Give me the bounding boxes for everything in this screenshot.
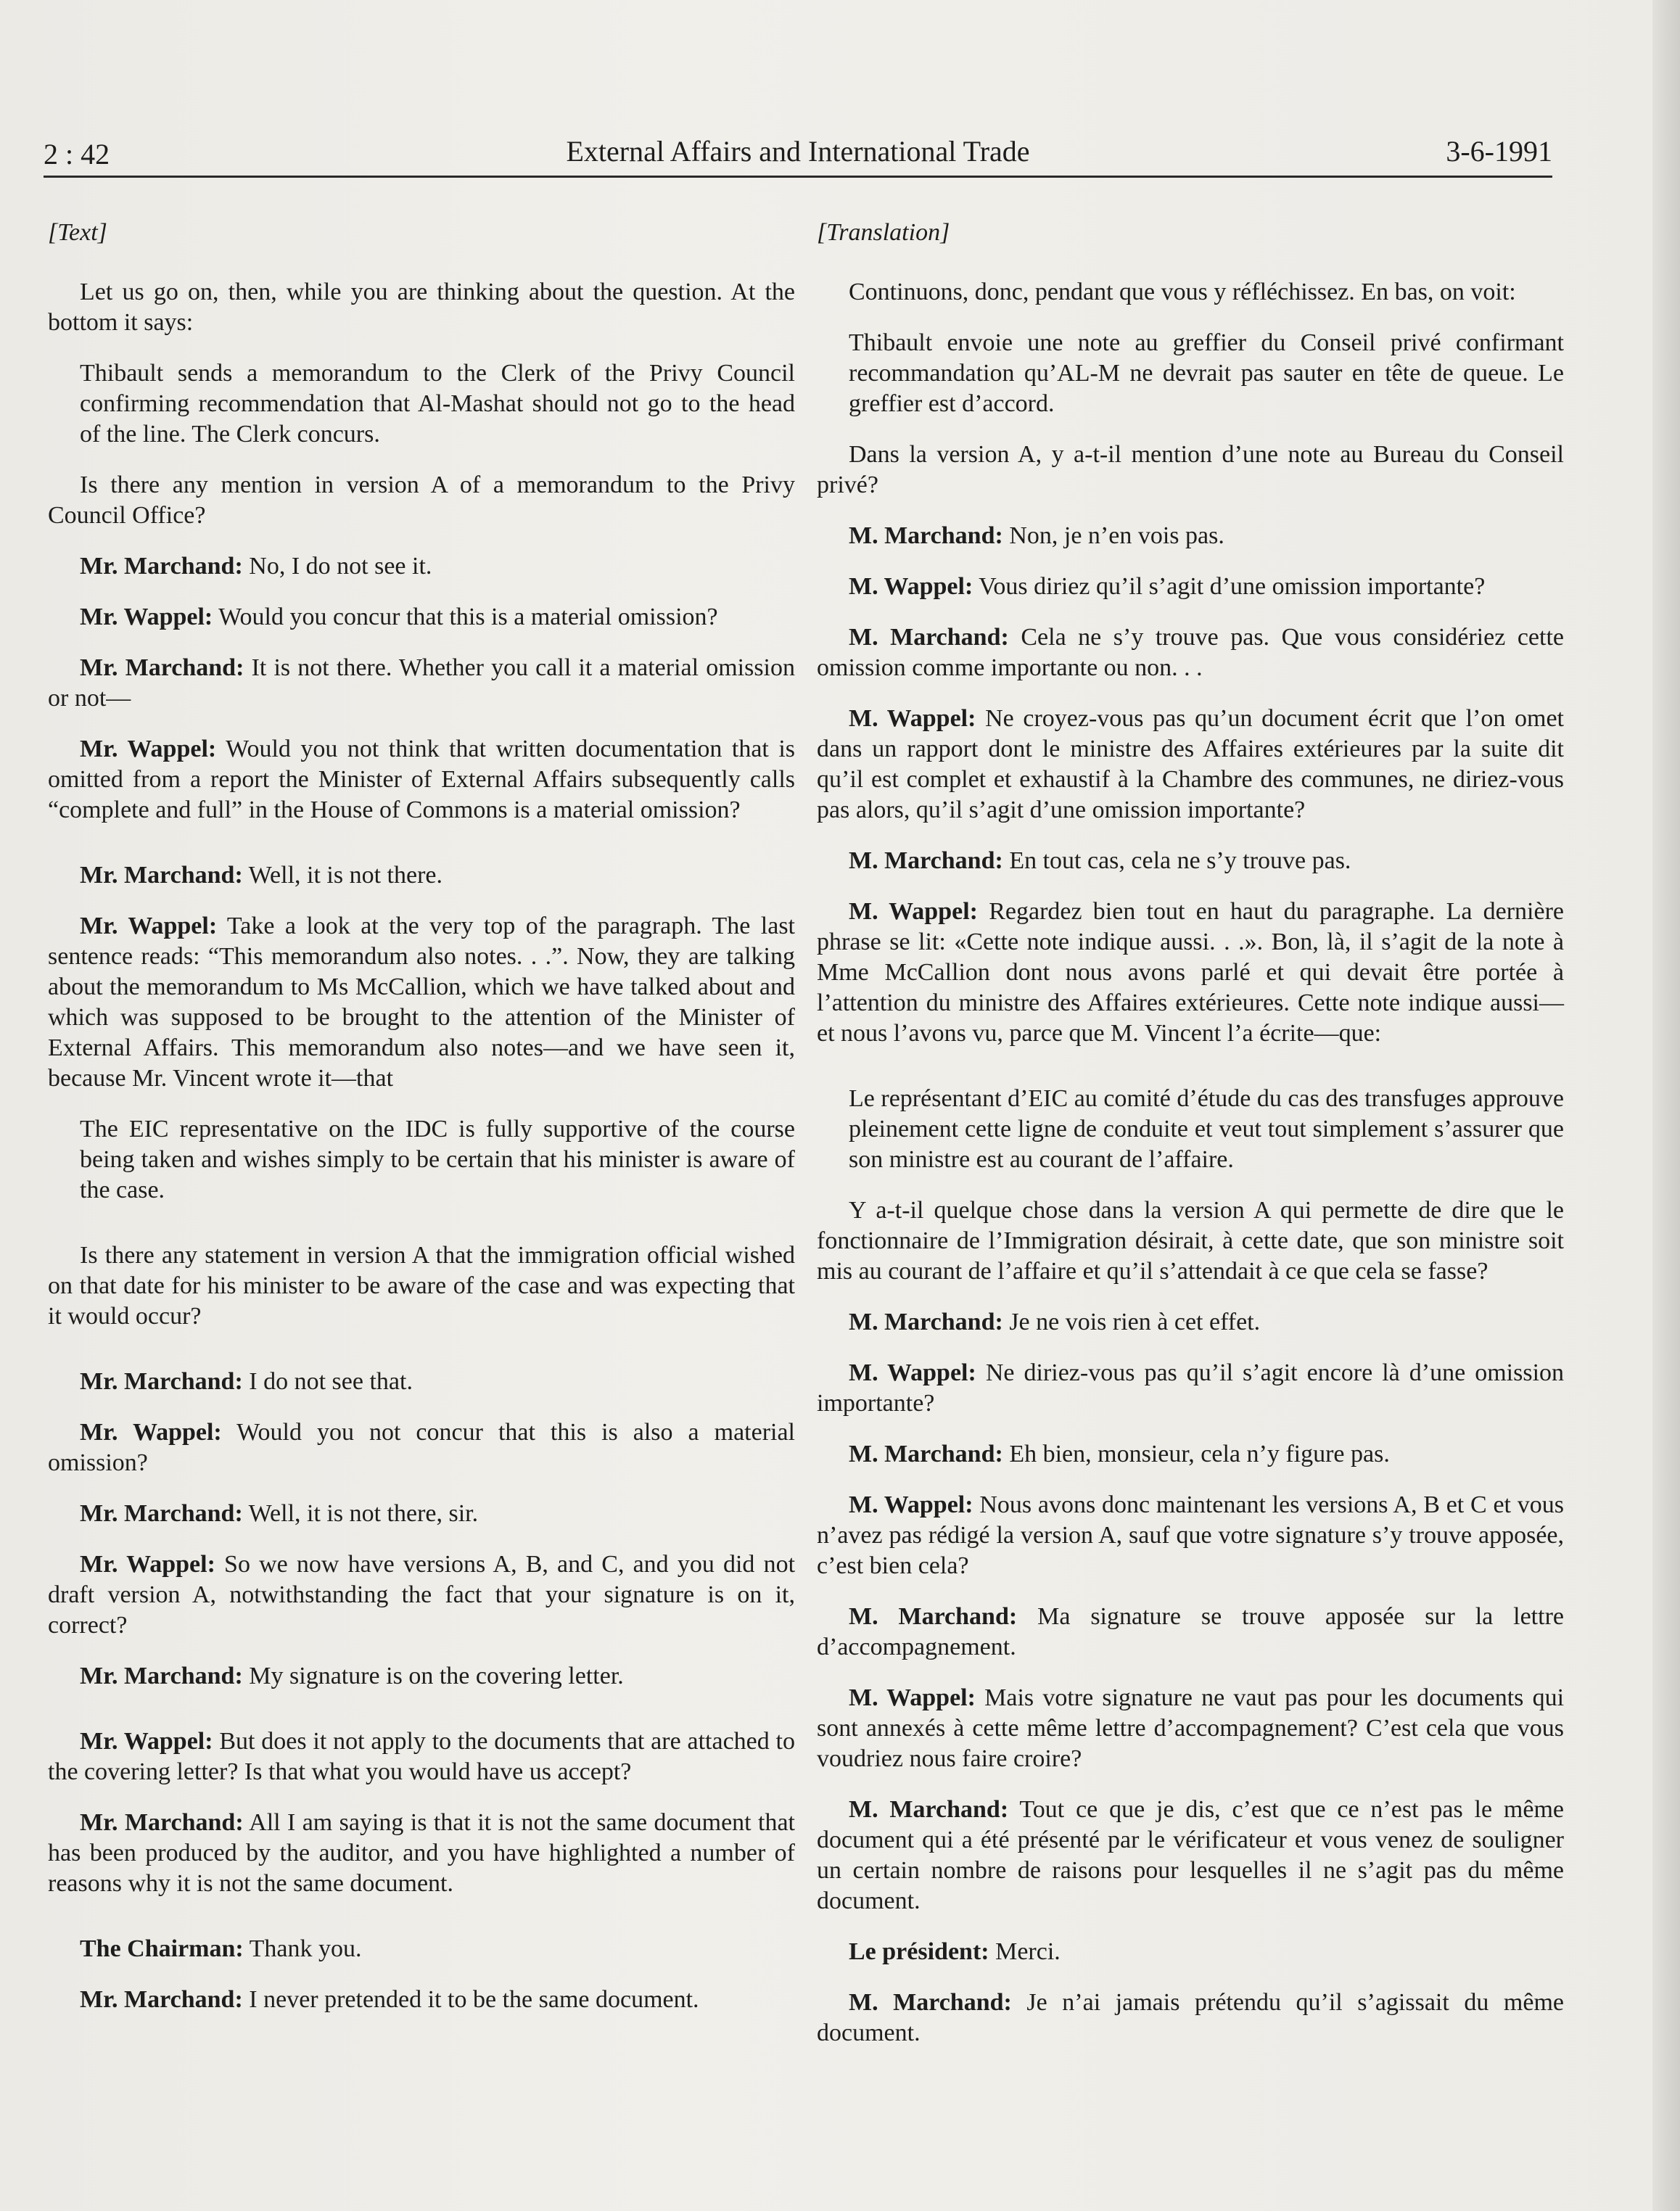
speech-turn [817, 1683, 1564, 1774]
speaker-name: M. Marchand: [849, 1309, 1003, 1335]
language-tag: [Text] [48, 219, 107, 246]
speech-turn [48, 1367, 795, 1397]
speech-turn [48, 1549, 795, 1641]
speech-turn [817, 1307, 1564, 1338]
language-tag: [Translation] [817, 219, 950, 246]
paragraph: Is there any mention in version A of a memorandum to the Privy Council Office? [48, 472, 795, 529]
speech-turn [48, 1985, 795, 2015]
paragraph: Let us go on, then, while you are thinking about the question. At the bottom it says: [48, 279, 795, 336]
speech-text: Well, it is not there. [242, 862, 442, 889]
publication-date: 3-6-1991 [1446, 135, 1552, 168]
speaker-name: Mr. Marchand: [80, 1663, 243, 1689]
speech-text: Would you not think that written documentation that is omitted from a report the Minister of External Affairs subsequently calls “complete and full” in the House of Commons is a material omission? [48, 736, 795, 823]
speech-text: Would you concur that this is a material omission? [213, 604, 718, 630]
speech-turn [817, 897, 1564, 1049]
speech-turn [817, 1602, 1564, 1663]
speech-turn [48, 1726, 795, 1787]
paragraph: Is there any statement in version A that the immigration official wished on that date for his minister to be aware of the case and was expecting that it would occur? [48, 1242, 795, 1330]
page-spine-shadow [1652, 0, 1680, 2211]
speech-text: Vous diriez qu’il s’agit d’une omission importante? [973, 573, 1486, 600]
speech-text: Tout ce que je dis, c’est que ce n’est pas le même document qui a été présenté par le vérificateur et vous venez de souligner un certain nombre de raisons pour lesquelles il ne s’agit pas du même document. [817, 1796, 1564, 1914]
speech-turn [48, 1499, 795, 1529]
speech-turn [48, 911, 795, 1094]
speaker-name: Mr. Wappel: [80, 1419, 222, 1446]
speech-turn [48, 1417, 795, 1478]
speech-turn [817, 1988, 1564, 2049]
block-quote: The EIC representative on the IDC is fully supportive of the course being taken and wishes simply to be certain that his minister is aware of the case. [80, 1116, 795, 1203]
speech-turn [817, 704, 1564, 825]
speaker-name: M. Marchand: [849, 1603, 1018, 1630]
speech-turn [48, 734, 795, 825]
french-column [817, 218, 1564, 2069]
speech-text: Eh bien, monsieur, cela n’y figure pas. [1002, 1441, 1390, 1467]
speaker-name: M. Marchand: [849, 1441, 1003, 1467]
speech-text: Cela ne s’y trouve pas. Que vous considériez cette omission comme importante ou non. . . [817, 624, 1564, 681]
speaker-name: M. Wappel: [849, 1684, 976, 1711]
speech-text: No, I do not see it. [242, 553, 432, 580]
speech-turn [817, 1795, 1564, 1916]
speech-turn [817, 1490, 1564, 1581]
speaker-name: Le président: [849, 1938, 989, 1965]
speaker-name: M. Wappel: [849, 1359, 976, 1386]
speech-turn [817, 846, 1564, 876]
speaker-name: Mr. Marchand: [80, 1986, 243, 2013]
speaker-name: M. Wappel: [849, 898, 978, 925]
speech-text: So we now have versions A, B, and C, and you did not draft version A, notwithstanding the fact that your signature is on it, correct? [48, 1551, 796, 1639]
speaker-name: Mr. Wappel: [80, 1728, 213, 1755]
block-quote: Le représentant d’EIC au comité d’étude du cas des transfuges approuve pleinement cette ligne de conduite et veut tout simplement s’assurer que son ministre est au courant de l’affaire. [849, 1085, 1564, 1173]
speaker-name: M. Marchand: [849, 1796, 1009, 1823]
speech-turn [817, 521, 1564, 551]
speaker-name: Mr. Wappel: [80, 1551, 215, 1578]
speaker-name: Mr. Marchand: [80, 654, 244, 681]
speech-text: Merci. [989, 1938, 1061, 1965]
speech-turn [48, 860, 795, 891]
speech-text: Mais votre signature ne vaut pas pour les documents qui sont annexés à cette même lettre d’accompagnement? C’est cela que vous voudriez nous faire croire? [817, 1684, 1565, 1772]
speech-text: En tout cas, cela ne s’y trouve pas. [1002, 847, 1351, 874]
speech-text: Thank you. [243, 1935, 362, 1962]
speech-turn [48, 551, 795, 582]
speech-text: Je ne vois rien à cet effet. [1002, 1309, 1261, 1335]
speaker-name: M. Marchand: [849, 1989, 1012, 2016]
speech-text: It is not there. Whether you call it a material omission or not— [48, 654, 795, 712]
paragraph: Y a-t-il quelque chose dans la version A qui permette de dire que le fonctionnaire de l’Immigration désirait, à cette date, que son ministre soit mis au courant de l’affaire et qu’il s’attendait à ce que cela se fasse? [817, 1197, 1564, 1285]
speech-text: My signature is on the covering letter. [242, 1663, 624, 1689]
speech-turn [48, 1808, 795, 1899]
paragraph: Dans la version A, y a-t-il mention d’une note au Bureau du Conseil privé? [817, 441, 1564, 498]
speech-text: I never pretended it to be the same document. [242, 1986, 699, 2013]
speech-turn [817, 1358, 1564, 1419]
speaker-name: Mr. Wappel: [80, 736, 217, 762]
speech-turn [817, 1439, 1564, 1470]
speech-turn [48, 602, 795, 633]
speaker-name: Mr. Marchand: [80, 1500, 243, 1527]
speech-text: I do not see that. [242, 1368, 413, 1395]
speech-turn [817, 572, 1564, 602]
block-quote: Thibault envoie une note au greffier du Conseil privé confirmant recommandation qu’AL-M ne devrait pas sauter en tête de queue. Le greffier est d’accord. [849, 329, 1564, 417]
speech-text: All I am saying is that it is not the same document that has been produced by the auditor, and you have highlighted a number of reasons why it is not the same document. [48, 1809, 795, 1897]
paragraph: Continuons, donc, pendant que vous y réfléchissez. En bas, on voit: [849, 279, 1516, 305]
speech-text: Would you not concur that this is also a material omission? [48, 1419, 795, 1476]
speaker-name: M. Wappel: [849, 573, 973, 600]
speaker-name: Mr. Wappel: [80, 604, 213, 630]
speech-text: Well, it is not there, sir. [242, 1500, 479, 1527]
speaker-name: Mr. Marchand: [80, 1809, 244, 1836]
speech-turn [817, 1937, 1564, 1967]
speaker-name: Mr. Wappel: [80, 913, 218, 939]
speech-text: Ne diriez-vous pas qu’il s’agit encore là d’une omission importante? [817, 1359, 1565, 1417]
speech-text: Nous avons donc maintenant les versions A, B et C et vous n’avez pas rédigé la version A, sauf que votre signature s’y trouve apposée, c’est bien cela? [817, 1491, 1565, 1579]
speech-text: Take a look at the very top of the paragraph. The last sentence reads: “This memorandum also notes. . .”. Now, they are talking about the memorandum to Ms McCallion, which we have talked about and which was supposed to be brought to the attention of the Minister of External Affairs. This memorandum also notes—and we have seen it, because Mr. Vincent wrote it—that [48, 913, 795, 1092]
speech-text: Je n’ai jamais prétendu qu’il s’agissait du même document. [817, 1989, 1564, 2046]
speech-text: But does it not apply to the documents that are attached to the covering letter? Is that what you would have us accept? [48, 1728, 795, 1785]
speaker-name: M. Wappel: [849, 705, 976, 732]
speaker-name: Mr. Marchand: [80, 862, 243, 889]
speech-text: Ne croyez-vous pas qu’un document écrit que l’on omet dans un rapport dont le ministre des Affaires extérieures par la suite dit qu’il est complet et exhaustif à la Chambre des communes, ne diriez-vous pas alors, qu’il s’agit d’une omission importante? [817, 705, 1564, 823]
speech-text: Non, je n’en vois pas. [1002, 522, 1224, 549]
speech-turn [817, 622, 1564, 683]
speech-turn [48, 1934, 795, 1964]
english-column [48, 218, 795, 2035]
speaker-name: The Chairman: [80, 1935, 244, 1962]
speaker-name: Mr. Marchand: [80, 553, 243, 580]
page-header [44, 131, 1552, 178]
speaker-name: M. Marchand: [849, 624, 1009, 651]
page-number: 2 : 42 [44, 138, 110, 170]
speaker-name: M. Marchand: [849, 847, 1003, 874]
speech-text: Regardez bien tout en haut du paragraphe. La dernière phrase se lit: «Cette note indique aussi. . .». Bon, là, il s’agit de la note à Mme McCallion dont nous avons parlé et qui devait être portée à l’attention du ministre des Affaires extérieures. Cette note indique aussi—et nous l’avons vu, parce que M. Vincent l’a écrite—que: [817, 898, 1565, 1047]
speech-turn [48, 1661, 795, 1692]
speaker-name: M. Marchand: [849, 522, 1003, 549]
speaker-name: Mr. Marchand: [80, 1368, 243, 1395]
publication-title: External Affairs and International Trade [566, 135, 1030, 168]
speaker-name: M. Wappel: [849, 1491, 973, 1518]
speech-turn [48, 653, 795, 714]
block-quote: Thibault sends a memorandum to the Clerk of the Privy Council confirming recommendation that Al-Mashat should not go to the head of the line. The Clerk concurs. [80, 360, 795, 448]
speech-text: Ma signature se trouve apposée sur la lettre d’accompagnement. [817, 1603, 1564, 1660]
